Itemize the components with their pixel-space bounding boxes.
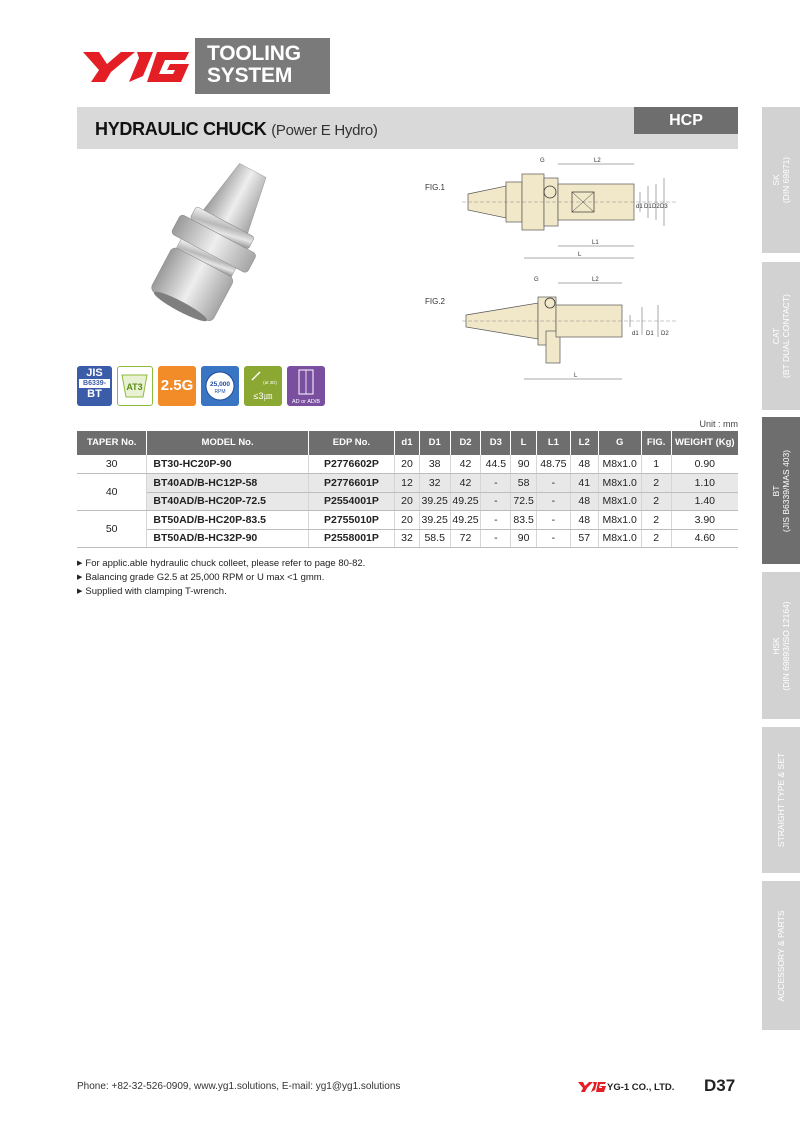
ad-flange-icon	[287, 366, 325, 406]
side-tab-accessory[interactable]	[762, 881, 800, 1030]
col-header: D1	[419, 431, 450, 455]
notes	[77, 557, 365, 599]
fig-cell: 2	[641, 511, 671, 530]
page-title-main: HYDRAULIC CHUCK	[95, 119, 267, 139]
jis-line-1: JIS	[86, 367, 103, 379]
side-tab-sublabel: (DIN 69893/ISO 12164)	[781, 600, 791, 691]
page-subtitle: (Power E Hydro)	[271, 122, 378, 139]
L2-cell: 41	[570, 474, 598, 493]
G-cell: M8x1.0	[598, 474, 641, 493]
col-header: G	[598, 431, 641, 455]
side-tab-cat[interactable]	[762, 262, 800, 410]
yg-logo-mark	[77, 38, 195, 94]
L-cell: 58	[511, 474, 537, 493]
L-cell: 90	[511, 455, 537, 474]
col-header: d1	[395, 431, 420, 455]
D2-cell: 49.25	[450, 511, 481, 530]
spec-table	[77, 431, 738, 548]
col-header: D3	[481, 431, 511, 455]
side-tab-label: CAT	[771, 327, 781, 345]
G-cell: M8x1.0	[598, 492, 641, 511]
side-tab-straight[interactable]	[762, 727, 800, 873]
at3-taper-icon	[117, 366, 153, 406]
G-cell: M8x1.0	[598, 511, 641, 530]
table-row	[77, 529, 738, 548]
fig1-dim-g: G	[540, 158, 545, 164]
jis-line-3: BT	[87, 388, 102, 400]
fig-cell: 2	[641, 492, 671, 511]
brand-line-2: SYSTEM	[207, 64, 293, 87]
D2-cell: 49.25	[450, 492, 481, 511]
at3-label: AT3	[126, 382, 143, 392]
runout-value: ≤3㎛	[253, 391, 273, 401]
fig1-dim-D3: D3	[660, 204, 668, 210]
model-cell: BT40AD/B-HC20P-72.5	[147, 492, 308, 511]
D3-cell: -	[481, 492, 511, 511]
col-header: MODEL No.	[147, 431, 308, 455]
L-cell: 83.5	[511, 511, 537, 530]
weight-cell: 3.90	[671, 511, 738, 530]
table-header-row	[77, 431, 738, 455]
L2-cell: 48	[570, 511, 598, 530]
fig2-dim-g: G	[534, 277, 539, 283]
side-tab-sk[interactable]	[762, 107, 800, 253]
col-header: TAPER No.	[77, 431, 147, 455]
side-tab-sublabel: (DIN 69871)	[781, 156, 791, 204]
ad-label: AD or AD/B	[291, 399, 321, 405]
jis-standard-icon	[77, 366, 112, 406]
fig-cell: 2	[641, 474, 671, 493]
logo	[77, 38, 330, 94]
D3-cell: -	[481, 529, 511, 548]
D2-cell: 42	[450, 455, 481, 474]
taper-cell: 40	[77, 474, 147, 511]
L1-cell: -	[536, 511, 570, 530]
weight-cell: 0.90	[671, 455, 738, 474]
L1-cell: 48.75	[536, 455, 570, 474]
side-tab-label: ACCESSORY & PARTS	[776, 909, 786, 1002]
footer-contact: Phone: +82-32-526-0909, www.yg1.solutions, E-mail: yg1@yg1.solutions	[77, 1081, 401, 1092]
weight-cell: 1.10	[671, 474, 738, 493]
balance-grade-icon: 2.5G	[158, 366, 196, 406]
side-tab-label: SK	[771, 174, 781, 186]
fig2-dim-l: L	[574, 373, 578, 379]
col-header: WEIGHT (Kg)	[671, 431, 738, 455]
fig1-drawing	[462, 156, 676, 266]
edp-cell: P2755010P	[308, 511, 394, 530]
G-cell: M8x1.0	[598, 529, 641, 548]
d1-cell: 20	[395, 492, 420, 511]
D1-cell: 32	[419, 474, 450, 493]
fig1-dim-l1: L1	[592, 240, 599, 246]
taper-cell: 50	[77, 511, 147, 548]
col-header: FIG.	[641, 431, 671, 455]
fig1-dim-l2: L2	[594, 158, 601, 164]
page-number: D37	[704, 1076, 736, 1095]
fig-cell: 2	[641, 529, 671, 548]
unit-label: Unit : mm	[699, 419, 738, 429]
L1-cell: -	[536, 474, 570, 493]
d1-cell: 20	[395, 455, 420, 474]
D2-cell: 72	[450, 529, 481, 548]
fig2-dim-d1: d1	[632, 331, 639, 337]
note-item: ▶ Balancing grade G2.5 at 25,000 RPM or U max <1 gmm.	[77, 571, 365, 585]
D1-cell: 58.5	[419, 529, 450, 548]
G-cell: M8x1.0	[598, 455, 641, 474]
weight-cell: 4.60	[671, 529, 738, 548]
L-cell: 72.5	[511, 492, 537, 511]
runout-label: (at 3D)	[263, 380, 277, 385]
side-tab-label: HSK	[771, 636, 781, 655]
d1-cell: 20	[395, 511, 420, 530]
table-row	[77, 474, 738, 493]
D1-cell: 39.25	[419, 511, 450, 530]
footer-company: YG-1 CO., LTD.	[607, 1082, 675, 1093]
fig2-label: FIG.2	[425, 297, 446, 306]
fig2-drawing	[462, 275, 676, 385]
D3-cell: -	[481, 474, 511, 493]
rpm-value: 25,000	[210, 381, 230, 388]
fig1-label: FIG.1	[425, 183, 446, 192]
jis-line-2: B6339-	[79, 379, 110, 388]
side-tab-sublabel: (JIS B6339/MAS 403)	[781, 449, 791, 532]
L2-cell: 48	[570, 492, 598, 511]
col-header: L2	[570, 431, 598, 455]
brand-label	[195, 38, 330, 94]
L1-cell: -	[536, 492, 570, 511]
d1-cell: 32	[395, 529, 420, 548]
D3-cell: 44.5	[481, 455, 511, 474]
fig1-dim-d1: d1	[636, 204, 643, 210]
D1-cell: 38	[419, 455, 450, 474]
side-tab-bt[interactable]	[762, 417, 800, 564]
product-photo	[128, 162, 353, 342]
note-item: ▶ For applic.able hydraulic chuck colleet, please refer to page 80-82.	[77, 557, 365, 571]
col-header: L	[511, 431, 537, 455]
side-tab-label: BT	[771, 485, 781, 496]
weight-cell: 1.40	[671, 492, 738, 511]
edp-cell: P2776601P	[308, 474, 394, 493]
L-cell: 90	[511, 529, 537, 548]
spec-icons	[77, 366, 337, 406]
page-title	[95, 119, 378, 140]
fig1-dim-D1: D1	[644, 204, 652, 210]
note-item: ▶ Supplied with clamping T-wrench.	[77, 585, 365, 599]
D1-cell: 39.25	[419, 492, 450, 511]
taper-cell: 30	[77, 455, 147, 474]
yg-footer-logo	[578, 1079, 606, 1095]
col-header: EDP No.	[308, 431, 394, 455]
brand-line-1: TOOLING	[207, 42, 301, 65]
table-row	[77, 492, 738, 511]
side-tab-label: STRAIGHT TYPE & SET	[776, 752, 786, 848]
edp-cell: P2558001P	[308, 529, 394, 548]
runout-icon	[244, 366, 282, 406]
col-header: D2	[450, 431, 481, 455]
fig2-dim-D1: D1	[646, 331, 654, 337]
side-tab-sublabel: (BT DUAL CONTACT)	[781, 294, 791, 378]
model-cell: BT30-HC20P-90	[147, 455, 308, 474]
table-row	[77, 455, 738, 474]
edp-cell: P2776602P	[308, 455, 394, 474]
L1-cell: -	[536, 529, 570, 548]
L2-cell: 57	[570, 529, 598, 548]
col-header: L1	[536, 431, 570, 455]
model-cell: BT50AD/B-HC20P-83.5	[147, 511, 308, 530]
fig1-dim-l: L	[578, 252, 582, 258]
D3-cell: -	[481, 511, 511, 530]
rpm-icon	[201, 366, 239, 406]
fig1-dim-D2: D2	[652, 204, 660, 210]
side-tab-hsk[interactable]	[762, 572, 800, 719]
edp-cell: P2554001P	[308, 492, 394, 511]
product-code-badge: HCP	[634, 107, 738, 134]
fig2-dim-l2: L2	[592, 277, 599, 283]
model-cell: BT40AD/B-HC12P-58	[147, 474, 308, 493]
fig-cell: 1	[641, 455, 671, 474]
fig2-dim-D2: D2	[661, 331, 669, 337]
rpm-unit: RPM	[214, 389, 226, 395]
L2-cell: 48	[570, 455, 598, 474]
table-row	[77, 511, 738, 530]
d1-cell: 12	[395, 474, 420, 493]
model-cell: BT50AD/B-HC32P-90	[147, 529, 308, 548]
D2-cell: 42	[450, 474, 481, 493]
